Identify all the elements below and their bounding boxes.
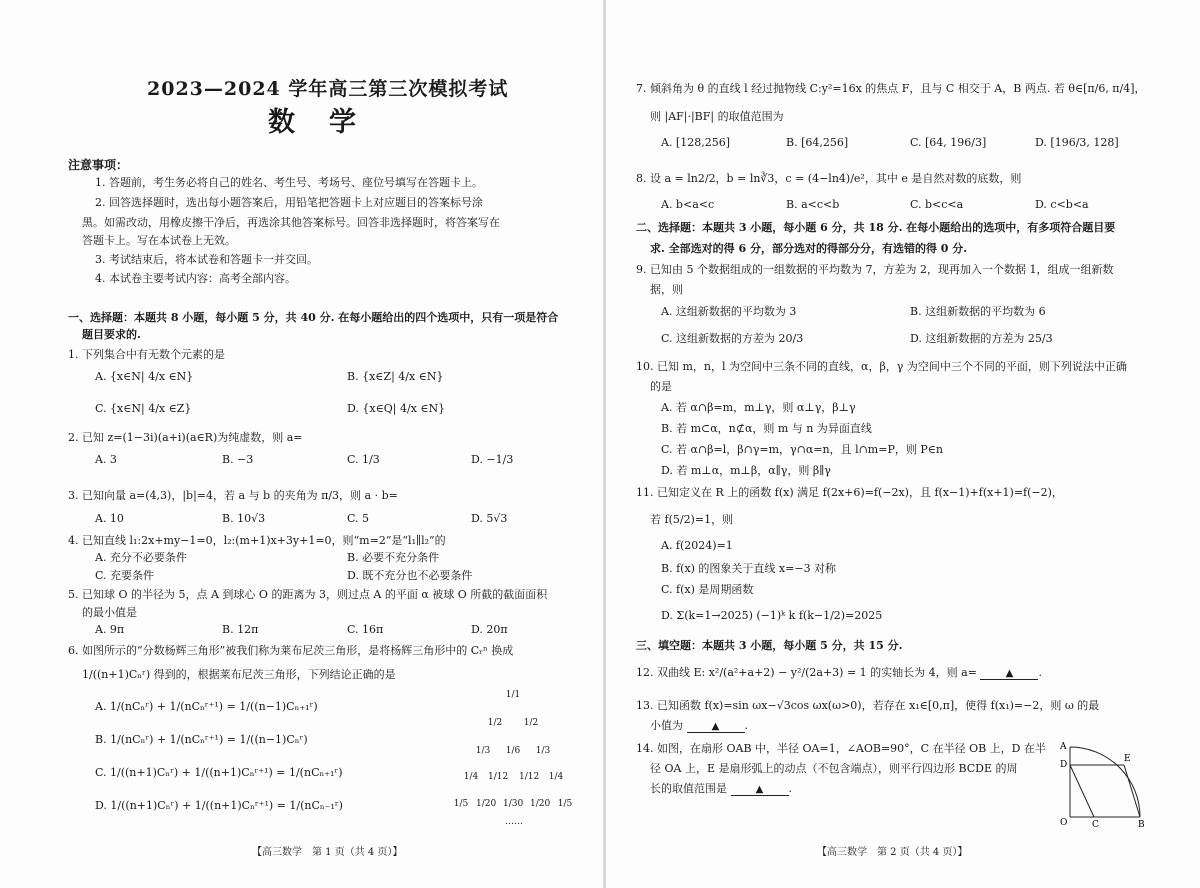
q1-option-a: A. {x∈N| 4/x ∈N} (95, 370, 194, 383)
section-1-heading: 一、选择题：本题共 8 小题，每小题 5 分，共 40 分. 在每小题给出的四个选项中，只有一项是符合 (68, 311, 559, 324)
q2-option-c: C. 1/3 (347, 453, 380, 466)
triangle-cell: 1/20 (476, 799, 497, 809)
question-1-stem: 1. 下列集合中有无数个元素的是 (68, 348, 225, 361)
q12-text: 12. 双曲线 E: x²/(a²+a+2) − y²/(2a+3) = 1 的实轴长为 4，则 a= (636, 666, 977, 679)
q10-option-b: B. 若 m⊂α，n⊄α，则 m 与 n 为异面直线 (661, 422, 872, 435)
question-5-stem: 5. 已知球 O 的半径为 5，点 A 到球心 O 的距离为 3，则过点 A 的平面 α 被球 O 所截的截面面积 (68, 588, 548, 601)
page-2-footer: 【高三数学 第 2 页（共 4 页）】 (817, 847, 968, 858)
q1-option-b: B. {x∈Z| 4/x ∈N} (347, 370, 444, 383)
triangle-cell: 1/2 (523, 718, 539, 728)
q2-option-b: B. −3 (222, 453, 254, 466)
sector-figure (1056, 737, 1148, 829)
note-line: 4. 本试卷主要考试内容：高考全部内容。 (95, 272, 296, 285)
section-1-heading-cont: 题目要求的. (82, 328, 141, 341)
triangle-ellipsis: …… (505, 817, 523, 827)
q5-option-c: C. 16π (347, 623, 384, 636)
q3-option-b: B. 10√3 (222, 512, 266, 525)
question-14-stem-cont2 (650, 780, 792, 796)
q1-option-c: C. {x∈N| 4/x ∈Z} (95, 402, 192, 415)
question-11-stem: 11. 已知定义在 R 上的函数 f(x) 满足 f(2x+6)=f(−2x)，且 f(x−1)+f(x+1)=f(−2)， (636, 486, 1063, 499)
q9-option-c: C. 这组新数据的方差为 20/3 (661, 332, 804, 345)
q7-option-b: B. [64,256] (786, 136, 849, 149)
section-2-heading: 二、选择题：本题共 3 小题，每小题 6 分，共 18 分. 在每小题给出的选项中，有多项符合题目要 (636, 221, 1116, 234)
q3-option-c: C. 5 (347, 512, 370, 525)
q12-tail: . (1038, 666, 1042, 679)
q7-option-a: A. [128,256] (661, 136, 731, 149)
question-12-stem (636, 664, 1042, 680)
question-8-stem: 8. 设 a = ln2/2，b = ln∛3，c = (4−ln4)/e²，其中 e 是自然对数的底数，则 (636, 172, 1022, 185)
label-c: C (1092, 820, 1099, 829)
triangle-cell: 1/4 (463, 772, 479, 782)
q1-option-d: D. {x∈Q| 4/x ∈N} (347, 402, 446, 415)
q6-option-b: B. 1/(nCₙʳ) + 1/(nCₙʳ⁺¹) = 1/((n−1)Cₙʳ) (95, 733, 308, 746)
triangle-cell: 1/4 (548, 772, 564, 782)
q5-option-b: B. 12π (222, 623, 259, 636)
q8-option-d: D. c<b<a (1035, 198, 1089, 211)
question-13-stem-cont (650, 717, 748, 733)
q8-option-b: B. a<c<b (786, 198, 840, 211)
q11-option-a: A. f(2024)=1 (661, 539, 733, 552)
q6-option-c: C. 1/((n+1)Cₙʳ) + 1/((n+1)Cₙʳ⁺¹) = 1/(nCₙ₊₁ʳ) (95, 766, 343, 779)
question-7-stem: 7. 倾斜角为 θ 的直线 l 经过抛物线 C:y²=16x 的焦点 F，且与 C 相交于 A，B 两点. 若 θ∈[π/6, π/4]， (636, 82, 1146, 95)
q13-tail: . (744, 719, 748, 732)
q2-option-a: A. 3 (95, 453, 117, 466)
subject-title: 数学 (268, 107, 390, 138)
triangle-cell: 1/3 (475, 746, 491, 756)
triangle-cell: 1/5 (557, 799, 573, 809)
q4-option-a: A. 充分不必要条件 (95, 551, 187, 564)
question-14-stem-cont: 径 OA 上，E 是扇形弧上的动点（不包含端点），则平行四边形 BCDE 的周 (650, 762, 1018, 775)
note-line: 3. 考试结束后，将本试卷和答题卡一并交回。 (95, 253, 318, 266)
q13-answer-blank: ▲ (687, 721, 745, 733)
question-9-stem-cont: 据，则 (650, 283, 683, 296)
q7-option-c: C. [64, 196/3] (910, 136, 987, 149)
q11-option-c: C. f(x) 是周期函数 (661, 583, 754, 596)
question-13-stem: 13. 已知函数 f(x)=sin ωx−√3cos ωx(ω>0)，若存在 x₁∈[0,π]，使得 f(x₁)=−2，则 ω 的最 (636, 699, 1100, 712)
label-b: B (1138, 820, 1145, 829)
question-9-stem: 9. 已知由 5 个数据组成的一组数据的平均数为 7，方差为 2，现再加入一个数据 1，组成一组新数 (636, 263, 1114, 276)
triangle-cell: 1/30 (503, 799, 524, 809)
q12-answer-blank: ▲ (980, 668, 1038, 680)
question-10-stem: 10. 已知 m，n，l 为空间中三条不同的直线，α，β，γ 为空间中三个不同的平面，则下列说法中正确 (636, 360, 1127, 373)
q14-tail: . (788, 782, 792, 795)
segment-dc (1070, 765, 1094, 817)
q9-option-a: A. 这组新数据的平均数为 3 (661, 305, 797, 318)
q11-option-b: B. f(x) 的图象关于直线 x=−3 对称 (661, 562, 837, 575)
q8-option-c: C. b<c<a (910, 198, 964, 211)
triangle-cell: 1/2 (487, 718, 503, 728)
q6-option-a: A. 1/(nCₙʳ) + 1/(nCₙʳ⁺¹) = 1/((n−1)Cₙ₊₁ʳ) (95, 700, 318, 713)
exam-title: 2023—2024 学年高三第三次模拟考试 (147, 78, 509, 100)
q6-option-d: D. 1/((n+1)Cₙʳ) + 1/((n+1)Cₙʳ⁺¹) = 1/(nCₙ₋₁ʳ) (95, 799, 343, 812)
triangle-cell: 1/5 (453, 799, 469, 809)
question-6-stem: 6. 如图所示的“分数杨辉三角形”被我们称为莱布尼茨三角形，是将杨辉三角形中的 Cᵣⁿ 换成 (68, 644, 514, 657)
q3-option-a: A. 10 (95, 512, 124, 525)
label-d: D (1060, 760, 1068, 770)
q7-option-d: D. [196/3, 128] (1035, 136, 1119, 149)
triangle-cell: 1/20 (530, 799, 551, 809)
note-line: 1. 答题前，考生务必将自己的姓名、考生号、考场号、座位号填写在答题卡上。 (95, 176, 483, 189)
question-3-stem: 3. 已知向量 a=(4,3)，|b|=4，若 a 与 b 的夹角为 π/3，则 a · b= (68, 489, 398, 502)
q13-text: 小值为 (650, 719, 683, 732)
triangle-cell: 1/6 (505, 746, 521, 756)
section-2-heading-cont: 求. 全部选对的得 6 分，部分选对的得部分分，有选错的得 0 分. (650, 242, 968, 255)
page-1-footer: 【高三数学 第 1 页（共 4 页）】 (252, 847, 403, 858)
note-line: 2. 回答选择题时，选出每小题答案后，用铅笔把答题卡上对应题目的答案标号涂 (95, 196, 483, 209)
question-4-stem: 4. 已知直线 l₁:2x+my−1=0，l₂:(m+1)x+3y+1=0，则“m=2”是“l₁∥l₂”的 (68, 534, 446, 547)
label-e: E (1124, 754, 1131, 764)
notes-heading: 注意事项： (68, 158, 129, 172)
q2-option-d: D. −1/3 (471, 453, 514, 466)
page-fold (603, 0, 606, 888)
question-11-stem-cont: 若 f(5/2)=1，则 (650, 513, 734, 526)
q3-option-d: D. 5√3 (471, 512, 508, 525)
segment-eb (1124, 765, 1140, 817)
question-6-stem-cont: 1/((n+1)Cₙʳ) 得到的，根据莱布尼茨三角形，下列结论正确的是 (82, 668, 396, 681)
q9-option-b: B. 这组新数据的平均数为 6 (910, 305, 1046, 318)
note-line: 答题卡上。写在本试卷上无效。 (82, 234, 236, 247)
q9-option-d: D. 这组新数据的方差为 25/3 (910, 332, 1053, 345)
q8-option-a: A. b<a<c (661, 198, 715, 211)
triangle-cell: 1/12 (519, 772, 540, 782)
q14-answer-blank: ▲ (731, 784, 789, 796)
label-a: A (1060, 742, 1067, 752)
q4-option-c: C. 充要条件 (95, 569, 155, 582)
q14-text: 长的取值范围是 (650, 782, 727, 795)
question-5-stem-cont: 的最小值是 (82, 606, 137, 619)
triangle-cell: 1/3 (535, 746, 551, 756)
q10-option-c: C. 若 α∩β=l，β∩γ=m，γ∩α=n，且 l∩m=P，则 P∈n (661, 443, 943, 456)
triangle-cell: 1/1 (505, 690, 521, 700)
q4-option-d: D. 既不充分也不必要条件 (347, 569, 473, 582)
q10-option-d: D. 若 m⊥α，m⊥β，α∥γ，则 β∥γ (661, 464, 831, 477)
triangle-cell: 1/12 (488, 772, 509, 782)
note-line: 黑。如需改动，用橡皮擦干净后，再选涂其他答案标号。回答非选择题时，将答案写在 (82, 216, 500, 229)
label-o: O (1060, 818, 1068, 828)
question-2-stem: 2. 已知 z=(1−3i)(a+i)(a∈R)为纯虚数，则 a= (68, 431, 303, 444)
section-3-heading: 三、填空题：本题共 3 小题，每小题 5 分，共 15 分. (636, 639, 903, 652)
q11-option-d: D. Σ(k=1→2025) (−1)ᵏ k f(k−1/2)=2025 (661, 609, 883, 622)
q4-option-b: B. 必要不充分条件 (347, 551, 440, 564)
question-14-stem: 14. 如图，在扇形 OAB 中，半径 OA=1，∠AOB=90°，C 在半径 OB 上，D 在半 (636, 742, 1047, 755)
q5-option-a: A. 9π (95, 623, 125, 636)
question-7-stem-cont: 则 |AF|·|BF| 的取值范围为 (650, 110, 784, 123)
q5-option-d: D. 20π (471, 623, 508, 636)
question-10-stem-cont: 的是 (650, 380, 672, 393)
q10-option-a: A. 若 α∩β=m，m⊥γ，则 α⊥γ，β⊥γ (661, 401, 856, 414)
